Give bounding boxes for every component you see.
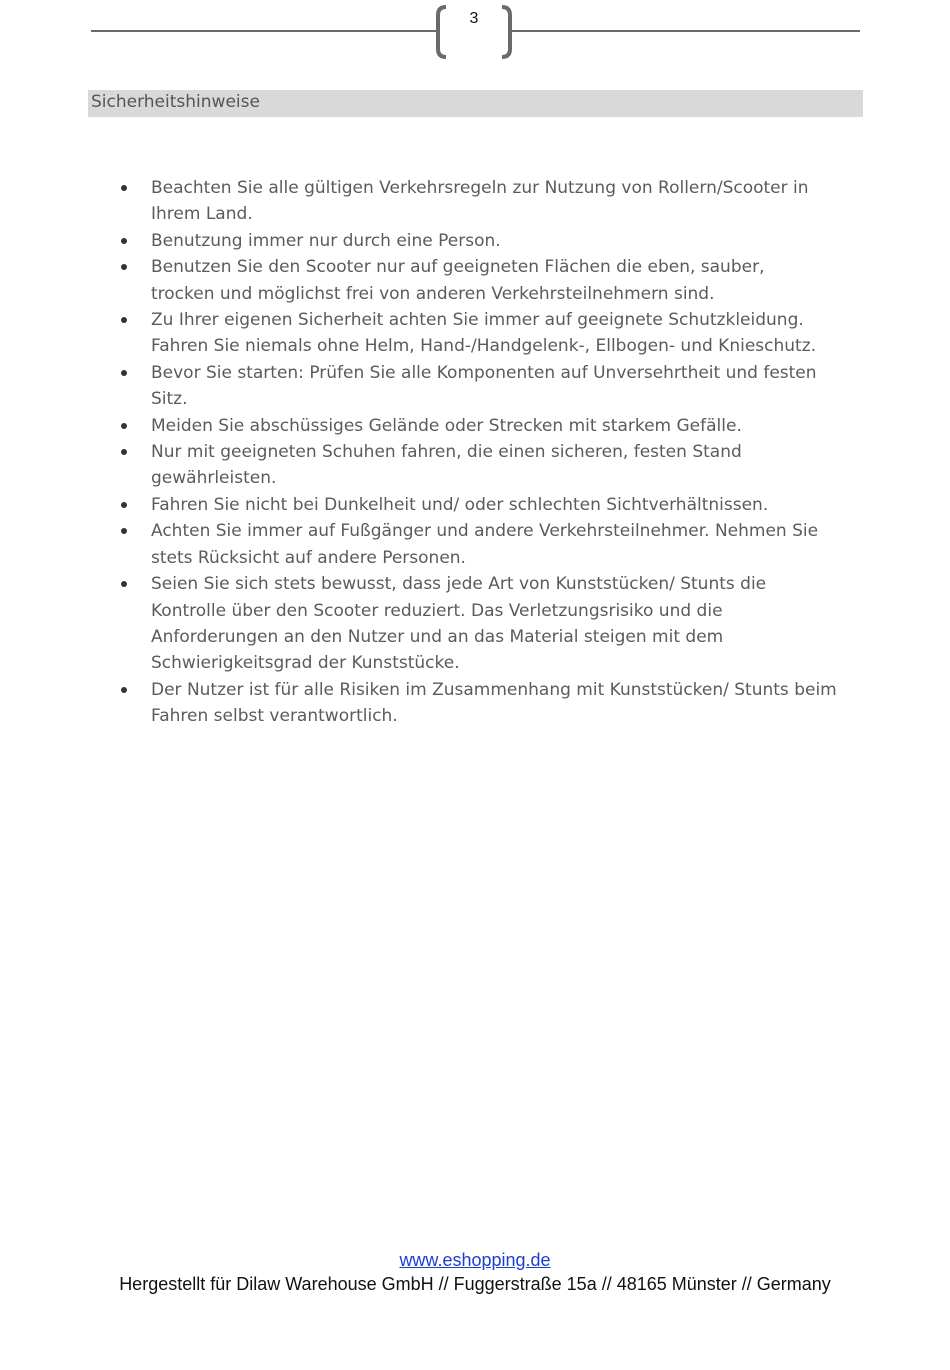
bullet-icon bbox=[121, 528, 127, 534]
list-item bbox=[118, 175, 870, 228]
list-item bbox=[118, 518, 870, 571]
list-item bbox=[118, 254, 870, 307]
list-item-text: Meiden Sie abschüssiges Gelände oder Strecken mit starkem Gefälle. bbox=[151, 415, 742, 436]
list-item-text: Fahren Sie nicht bei Dunkelheit und/ oder schlechten Sichtverhältnissen. bbox=[151, 494, 769, 515]
list-item-text: Nur mit geeigneten Schuhen fahren, die einen sicheren, festen Stand gewährleisten. bbox=[151, 442, 742, 489]
list-item-text: Seien Sie sich stets bewusst, dass jede Art von Kunststücken/ Stunts die Kontrolle über den Scooter reduziert. Das Verletzungsrisiko und die Anforderungen an den Nutzer und an das Material steigen mit dem Schwierigkeitsgrad der Kunststücke. bbox=[151, 574, 767, 674]
header-rule-left bbox=[91, 30, 437, 32]
list-item-text: Bevor Sie starten: Prüfen Sie alle Komponenten auf Unversehrtheit und festen Sitz. bbox=[151, 362, 817, 410]
list-item bbox=[118, 492, 870, 518]
page-number: 3 bbox=[469, 10, 479, 27]
bullet-icon bbox=[121, 423, 127, 429]
bullet-icon bbox=[121, 185, 127, 191]
bullet-icon bbox=[121, 581, 127, 587]
bullet-icon bbox=[121, 317, 127, 323]
section-heading: Sicherheitshinweise bbox=[88, 90, 863, 117]
header-rule-right bbox=[511, 30, 860, 32]
page-footer bbox=[0, 1248, 950, 1296]
bullet-icon bbox=[121, 370, 127, 376]
list-item-text: Benutzen Sie den Scooter nur auf geeigneten Flächen die eben, sauber, trocken und möglichst frei von anderen Verkehrsteilnehmern sind. bbox=[151, 257, 765, 304]
bullet-icon bbox=[121, 687, 127, 693]
list-item bbox=[118, 228, 870, 254]
manufacturer-address: Hergestellt für Dilaw Warehouse GmbH // Fuggerstraße 15a // 48165 Münster // Germany bbox=[119, 1274, 831, 1294]
list-item-text: Benutzung immer nur durch eine Person. bbox=[151, 230, 501, 251]
list-item-text: Achten Sie immer auf Fußgänger und andere Verkehrsteilnehmer. Nehmen Sie stets Rücksicht auf andere Personen. bbox=[151, 521, 819, 568]
list-item bbox=[118, 571, 870, 677]
bullet-icon bbox=[121, 502, 127, 508]
bullet-icon bbox=[121, 264, 127, 270]
list-item-text: Beachten Sie alle gültigen Verkehrsregeln zur Nutzung von Rollern/Scooter in Ihrem Land. bbox=[151, 178, 809, 225]
page-header bbox=[0, 0, 950, 70]
bullet-icon bbox=[121, 449, 127, 455]
list-item bbox=[118, 360, 870, 413]
list-item bbox=[118, 307, 870, 360]
list-item bbox=[118, 677, 870, 730]
safety-instructions-list bbox=[118, 175, 870, 730]
list-item bbox=[118, 413, 870, 439]
list-item bbox=[118, 439, 870, 492]
website-link[interactable]: www.eshopping.de bbox=[399, 1250, 551, 1270]
list-item-text: Zu Ihrer eigenen Sicherheit achten Sie immer auf geeignete Schutzkleidung. Fahren Sie niemals ohne Helm, Hand-/Handgelenk-, Ellbogen- und Knieschutz. bbox=[151, 310, 817, 357]
list-item-text: Der Nutzer ist für alle Risiken im Zusammenhang mit Kunststücken/ Stunts beim Fahren selbst verantwortlich. bbox=[151, 679, 837, 727]
bullet-icon bbox=[121, 238, 127, 244]
